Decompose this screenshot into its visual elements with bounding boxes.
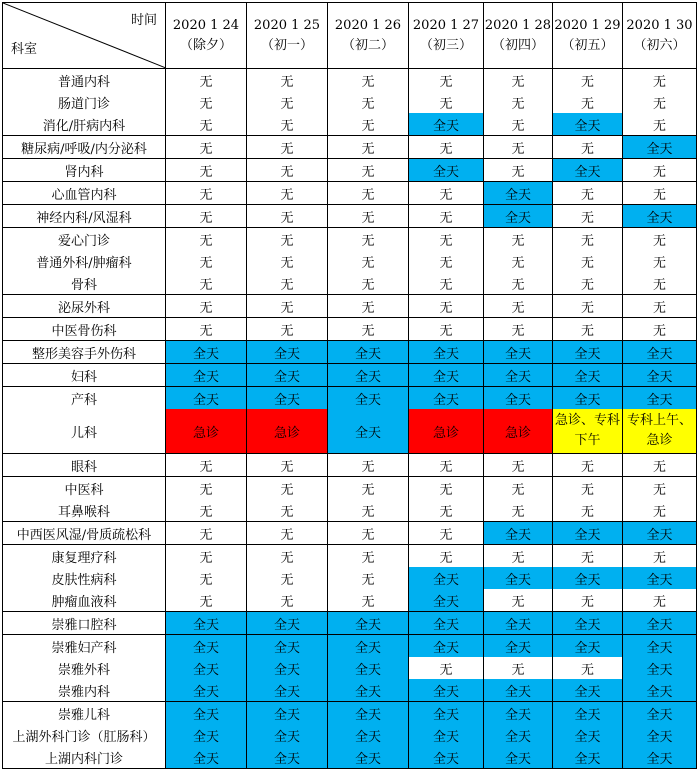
day-text: （初二） <box>341 37 394 53</box>
table-row <box>3 724 697 746</box>
table-row <box>3 657 697 679</box>
schedule-cell: 无 <box>328 545 409 568</box>
schedule-cell: 无 <box>409 499 484 522</box>
department-name: 眼科 <box>3 454 166 477</box>
time-header-label: 时间 <box>130 13 157 28</box>
table-row <box>3 477 697 500</box>
schedule-cell: 无 <box>553 69 623 92</box>
schedule-cell: 无 <box>553 318 623 341</box>
table-row <box>3 250 697 272</box>
schedule-cell: 无 <box>409 136 484 159</box>
department-name: 崇雅内科 <box>3 679 166 702</box>
date-header <box>166 3 247 69</box>
schedule-cell: 全天 <box>409 113 484 136</box>
schedule-cell: 无 <box>166 250 247 272</box>
schedule-cell: 无 <box>553 454 623 477</box>
schedule-cell: 全天 <box>166 702 247 725</box>
schedule-cell: 全天 <box>623 387 697 410</box>
schedule-cell: 全天 <box>409 159 484 182</box>
schedule-cell: 无 <box>623 228 697 251</box>
schedule-cell: 无 <box>623 113 697 136</box>
schedule-cell: 全天 <box>553 364 623 387</box>
date-text: 2020 1 30 <box>626 17 693 33</box>
schedule-cell: 无 <box>166 69 247 92</box>
schedule-cell: 全天 <box>623 205 697 228</box>
schedule-cell: 无 <box>484 589 553 612</box>
schedule-cell: 急诊 <box>247 409 328 454</box>
schedule-cell: 无 <box>484 69 553 92</box>
department-name: 崇雅儿科 <box>3 702 166 725</box>
schedule-cell: 无 <box>553 545 623 568</box>
schedule-cell: 无 <box>247 454 328 477</box>
schedule-cell: 全天 <box>247 341 328 364</box>
table-row <box>3 318 697 341</box>
schedule-cell: 无 <box>328 250 409 272</box>
schedule-cell: 无 <box>328 477 409 500</box>
table-row <box>3 746 697 769</box>
schedule-cell: 急诊 <box>409 409 484 454</box>
table-row <box>3 589 697 612</box>
schedule-cell: 无 <box>166 295 247 318</box>
schedule-cell: 无 <box>553 477 623 500</box>
schedule-cell: 无 <box>409 454 484 477</box>
schedule-cell: 全天 <box>247 612 328 635</box>
schedule-cell: 无 <box>247 545 328 568</box>
department-name: 心血管内科 <box>3 182 166 205</box>
table-row <box>3 91 697 113</box>
schedule-cell: 无 <box>409 182 484 205</box>
schedule-cell: 全天 <box>166 657 247 679</box>
schedule-cell: 全天 <box>247 679 328 702</box>
schedule-cell: 无 <box>484 318 553 341</box>
schedule-cell: 无 <box>553 589 623 612</box>
schedule-cell: 全天 <box>623 522 697 545</box>
schedule-cell: 无 <box>247 113 328 136</box>
schedule-cell: 全天 <box>623 364 697 387</box>
schedule-cell: 全天 <box>247 635 328 658</box>
schedule-cell: 全天 <box>166 679 247 702</box>
schedule-cell: 无 <box>484 159 553 182</box>
department-name: 上湖外科门诊（肛肠科） <box>3 724 166 746</box>
schedule-cell: 无 <box>484 499 553 522</box>
schedule-cell: 全天 <box>409 387 484 410</box>
schedule-cell: 无 <box>166 567 247 589</box>
schedule-cell: 无 <box>623 318 697 341</box>
schedule-cell: 全天 <box>484 182 553 205</box>
schedule-cell: 无 <box>328 272 409 295</box>
table-row <box>3 635 697 658</box>
date-header <box>247 3 328 69</box>
schedule-cell: 无 <box>484 545 553 568</box>
schedule-cell: 无 <box>623 250 697 272</box>
schedule-cell: 无 <box>166 589 247 612</box>
schedule-cell: 全天 <box>553 567 623 589</box>
schedule-cell: 无 <box>166 182 247 205</box>
department-name: 骨科 <box>3 272 166 295</box>
department-name: 肾内科 <box>3 159 166 182</box>
schedule-cell: 全天 <box>484 612 553 635</box>
schedule-cell: 全天 <box>623 136 697 159</box>
schedule-cell: 全天 <box>553 522 623 545</box>
schedule-cell: 急诊、专科下午 <box>553 409 623 454</box>
schedule-cell: 无 <box>553 182 623 205</box>
schedule-cell: 无 <box>166 499 247 522</box>
schedule-cell: 全天 <box>166 635 247 658</box>
schedule-cell: 无 <box>166 91 247 113</box>
schedule-cell: 全天 <box>166 341 247 364</box>
schedule-cell: 全天 <box>553 387 623 410</box>
schedule-cell: 全天 <box>623 679 697 702</box>
schedule-cell: 无 <box>623 545 697 568</box>
schedule-cell: 无 <box>623 589 697 612</box>
schedule-cell: 全天 <box>484 679 553 702</box>
department-name: 泌尿外科 <box>3 295 166 318</box>
day-text: （初五） <box>561 37 614 53</box>
schedule-cell: 全天 <box>166 746 247 769</box>
schedule-table <box>2 2 697 769</box>
table-row <box>3 205 697 228</box>
department-name: 整形美容手外伤科 <box>3 341 166 364</box>
schedule-cell: 全天 <box>484 635 553 658</box>
schedule-cell: 全天 <box>409 589 484 612</box>
schedule-cell: 无 <box>328 318 409 341</box>
schedule-cell: 全天 <box>409 724 484 746</box>
schedule-cell: 无 <box>623 272 697 295</box>
schedule-cell: 全天 <box>553 113 623 136</box>
table-row <box>3 295 697 318</box>
schedule-cell: 全天 <box>484 387 553 410</box>
department-name: 上湖内科门诊 <box>3 746 166 769</box>
schedule-cell: 全天 <box>484 724 553 746</box>
schedule-cell: 无 <box>328 91 409 113</box>
schedule-cell: 无 <box>166 522 247 545</box>
department-name: 崇雅外科 <box>3 657 166 679</box>
department-name: 儿科 <box>3 409 166 454</box>
schedule-cell: 无 <box>484 136 553 159</box>
table-row <box>3 702 697 725</box>
schedule-cell: 无 <box>553 250 623 272</box>
table-row <box>3 522 697 545</box>
schedule-cell: 无 <box>623 295 697 318</box>
schedule-cell: 全天 <box>328 679 409 702</box>
schedule-cell: 全天 <box>328 364 409 387</box>
schedule-cell: 无 <box>328 69 409 92</box>
schedule-cell: 无 <box>247 159 328 182</box>
schedule-cell: 全天 <box>553 612 623 635</box>
schedule-cell: 全天 <box>484 702 553 725</box>
department-name: 普通内科 <box>3 69 166 92</box>
schedule-cell: 无 <box>553 499 623 522</box>
schedule-cell: 无 <box>409 69 484 92</box>
schedule-cell: 无 <box>166 318 247 341</box>
schedule-cell: 无 <box>247 499 328 522</box>
department-name: 肿瘤血液科 <box>3 589 166 612</box>
schedule-cell: 全天 <box>166 387 247 410</box>
table-row <box>3 272 697 295</box>
schedule-cell: 全天 <box>328 724 409 746</box>
schedule-cell: 无 <box>166 272 247 295</box>
table-row <box>3 136 697 159</box>
date-text: 2020 1 27 <box>412 17 480 33</box>
schedule-cell: 无 <box>409 545 484 568</box>
department-name: 中医骨伤科 <box>3 318 166 341</box>
department-name: 皮肤性病科 <box>3 567 166 589</box>
schedule-cell: 全天 <box>484 567 553 589</box>
schedule-cell: 无 <box>166 454 247 477</box>
schedule-cell: 急诊 <box>166 409 247 454</box>
schedule-cell: 无 <box>409 318 484 341</box>
schedule-cell: 无 <box>484 113 553 136</box>
schedule-cell: 无 <box>409 91 484 113</box>
corner-header <box>3 3 166 69</box>
schedule-cell: 无 <box>484 272 553 295</box>
schedule-cell: 无 <box>328 589 409 612</box>
schedule-cell: 无 <box>623 69 697 92</box>
schedule-cell: 全天 <box>247 364 328 387</box>
schedule-cell: 全天 <box>328 612 409 635</box>
department-name: 妇科 <box>3 364 166 387</box>
date-text: 2020 1 29 <box>554 17 621 33</box>
schedule-cell: 全天 <box>623 657 697 679</box>
schedule-cell: 全天 <box>409 679 484 702</box>
schedule-cell: 无 <box>166 113 247 136</box>
schedule-cell: 无 <box>409 250 484 272</box>
table-row <box>3 69 697 92</box>
schedule-cell: 无 <box>553 228 623 251</box>
table-row <box>3 612 697 635</box>
schedule-cell: 无 <box>623 91 697 113</box>
schedule-cell: 无 <box>409 228 484 251</box>
schedule-cell: 全天 <box>409 746 484 769</box>
schedule-cell: 无 <box>553 657 623 679</box>
date-header <box>409 3 484 69</box>
schedule-cell: 全天 <box>328 657 409 679</box>
header-row <box>3 3 697 69</box>
schedule-cell: 全天 <box>409 702 484 725</box>
schedule-cell: 无 <box>409 295 484 318</box>
schedule-cell: 全天 <box>623 746 697 769</box>
schedule-cell: 无 <box>409 657 484 679</box>
schedule-cell: 全天 <box>623 612 697 635</box>
department-name: 耳鼻喉科 <box>3 499 166 522</box>
schedule-cell: 无 <box>166 545 247 568</box>
schedule-cell: 无 <box>328 136 409 159</box>
schedule-cell: 全天 <box>328 387 409 410</box>
table-row <box>3 567 697 589</box>
schedule-cell: 全天 <box>623 702 697 725</box>
schedule-cell: 无 <box>553 136 623 159</box>
schedule-body <box>3 69 697 769</box>
schedule-cell: 全天 <box>553 724 623 746</box>
schedule-cell: 无 <box>328 295 409 318</box>
schedule-cell: 全天 <box>623 724 697 746</box>
schedule-cell: 全天 <box>409 612 484 635</box>
department-name: 肠道门诊 <box>3 91 166 113</box>
schedule-cell: 全天 <box>247 746 328 769</box>
schedule-cell: 全天 <box>409 341 484 364</box>
schedule-cell: 无 <box>247 589 328 612</box>
date-text: 2020 1 26 <box>334 17 402 33</box>
day-text: （初一） <box>260 37 313 53</box>
table-row <box>3 113 697 136</box>
schedule-cell: 全天 <box>553 341 623 364</box>
schedule-cell: 无 <box>247 477 328 500</box>
schedule-cell: 无 <box>247 250 328 272</box>
schedule-cell: 全天 <box>484 522 553 545</box>
schedule-cell: 无 <box>247 136 328 159</box>
schedule-cell: 无 <box>166 228 247 251</box>
table-row <box>3 545 697 568</box>
schedule-cell: 全天 <box>328 702 409 725</box>
schedule-cell: 无 <box>484 477 553 500</box>
schedule-cell: 无 <box>247 318 328 341</box>
department-name: 神经内科/风湿科 <box>3 205 166 228</box>
schedule-cell: 全天 <box>484 341 553 364</box>
schedule-cell: 无 <box>484 91 553 113</box>
schedule-cell: 全天 <box>166 612 247 635</box>
schedule-cell: 无 <box>166 477 247 500</box>
schedule-cell: 无 <box>247 272 328 295</box>
schedule-cell: 无 <box>247 91 328 113</box>
date-header <box>328 3 409 69</box>
schedule-cell: 急诊 <box>484 409 553 454</box>
schedule-cell: 无 <box>328 159 409 182</box>
schedule-cell: 全天 <box>247 387 328 410</box>
table-row <box>3 364 697 387</box>
date-text: 2020 1 25 <box>253 17 321 33</box>
schedule-cell: 无 <box>484 250 553 272</box>
schedule-cell: 无 <box>247 522 328 545</box>
schedule-cell: 无 <box>623 499 697 522</box>
schedule-cell: 无 <box>623 159 697 182</box>
schedule-cell: 无 <box>328 522 409 545</box>
schedule-cell: 全天 <box>328 635 409 658</box>
day-text: （初四） <box>491 37 544 53</box>
schedule-cell: 无 <box>623 182 697 205</box>
schedule-cell: 无 <box>328 499 409 522</box>
dept-header-label: 科室 <box>11 42 38 57</box>
schedule-cell: 无 <box>166 136 247 159</box>
table-row <box>3 499 697 522</box>
table-row <box>3 409 697 454</box>
schedule-cell: 全天 <box>484 205 553 228</box>
department-name: 康复理疗科 <box>3 545 166 568</box>
schedule-cell: 全天 <box>409 364 484 387</box>
schedule-cell: 无 <box>328 567 409 589</box>
schedule-cell: 全天 <box>484 746 553 769</box>
schedule-cell: 无 <box>166 205 247 228</box>
schedule-cell: 无 <box>409 522 484 545</box>
schedule-cell: 全天 <box>484 364 553 387</box>
schedule-cell: 无 <box>623 454 697 477</box>
date-header <box>623 3 697 69</box>
department-name: 普通外科/肿瘤科 <box>3 250 166 272</box>
schedule-cell: 无 <box>484 657 553 679</box>
table-row <box>3 387 697 410</box>
schedule-cell: 全天 <box>623 567 697 589</box>
schedule-cell: 无 <box>409 477 484 500</box>
schedule-cell: 无 <box>623 477 697 500</box>
schedule-cell: 无 <box>247 228 328 251</box>
department-name: 爱心门诊 <box>3 228 166 251</box>
schedule-cell: 无 <box>328 182 409 205</box>
day-text: （初三） <box>419 37 472 53</box>
schedule-cell: 无 <box>553 205 623 228</box>
department-name: 产科 <box>3 387 166 410</box>
schedule-cell: 全天 <box>553 159 623 182</box>
schedule-cell: 全天 <box>623 341 697 364</box>
schedule-cell: 无 <box>328 113 409 136</box>
day-text: （初六） <box>633 37 686 53</box>
table-row <box>3 159 697 182</box>
schedule-cell: 无 <box>553 272 623 295</box>
schedule-cell: 全天 <box>166 364 247 387</box>
schedule-cell: 全天 <box>166 724 247 746</box>
schedule-cell: 无 <box>328 205 409 228</box>
schedule-cell: 无 <box>484 295 553 318</box>
table-row <box>3 454 697 477</box>
schedule-cell: 全天 <box>553 679 623 702</box>
department-name: 中西医风湿/骨质疏松科 <box>3 522 166 545</box>
schedule-cell: 无 <box>553 91 623 113</box>
schedule-cell: 全天 <box>247 724 328 746</box>
date-text: 2020 1 28 <box>484 17 552 33</box>
department-name: 崇雅妇产科 <box>3 635 166 658</box>
department-name: 中医科 <box>3 477 166 500</box>
schedule-cell: 全天 <box>409 635 484 658</box>
day-text: （除夕） <box>179 37 232 53</box>
schedule-cell: 无 <box>484 228 553 251</box>
schedule-cell: 无 <box>247 205 328 228</box>
table-row <box>3 679 697 702</box>
schedule-cell: 无 <box>247 295 328 318</box>
schedule-cell: 无 <box>247 567 328 589</box>
schedule-cell: 全天 <box>328 409 409 454</box>
schedule-cell: 全天 <box>409 567 484 589</box>
schedule-cell: 无 <box>328 228 409 251</box>
schedule-cell: 全天 <box>553 702 623 725</box>
schedule-cell: 无 <box>247 182 328 205</box>
schedule-cell: 无 <box>409 272 484 295</box>
table-row <box>3 228 697 251</box>
schedule-cell: 全天 <box>328 746 409 769</box>
table-row <box>3 341 697 364</box>
schedule-cell: 专科上午、急诊 <box>623 409 697 454</box>
date-header <box>553 3 623 69</box>
schedule-cell: 全天 <box>328 341 409 364</box>
department-name: 糖尿病/呼吸/内分泌科 <box>3 136 166 159</box>
schedule-cell: 无 <box>484 454 553 477</box>
schedule-cell: 无 <box>166 159 247 182</box>
date-text: 2020 1 24 <box>172 17 240 33</box>
table-row <box>3 182 697 205</box>
department-name: 消化/肝病内科 <box>3 113 166 136</box>
department-name: 崇雅口腔科 <box>3 612 166 635</box>
schedule-cell: 无 <box>409 205 484 228</box>
schedule-cell: 全天 <box>553 635 623 658</box>
schedule-cell: 全天 <box>247 702 328 725</box>
schedule-cell: 无 <box>247 69 328 92</box>
schedule-cell: 无 <box>328 454 409 477</box>
schedule-cell: 无 <box>553 295 623 318</box>
schedule-cell: 全天 <box>553 746 623 769</box>
schedule-cell: 全天 <box>623 635 697 658</box>
date-header <box>484 3 553 69</box>
schedule-cell: 全天 <box>247 657 328 679</box>
